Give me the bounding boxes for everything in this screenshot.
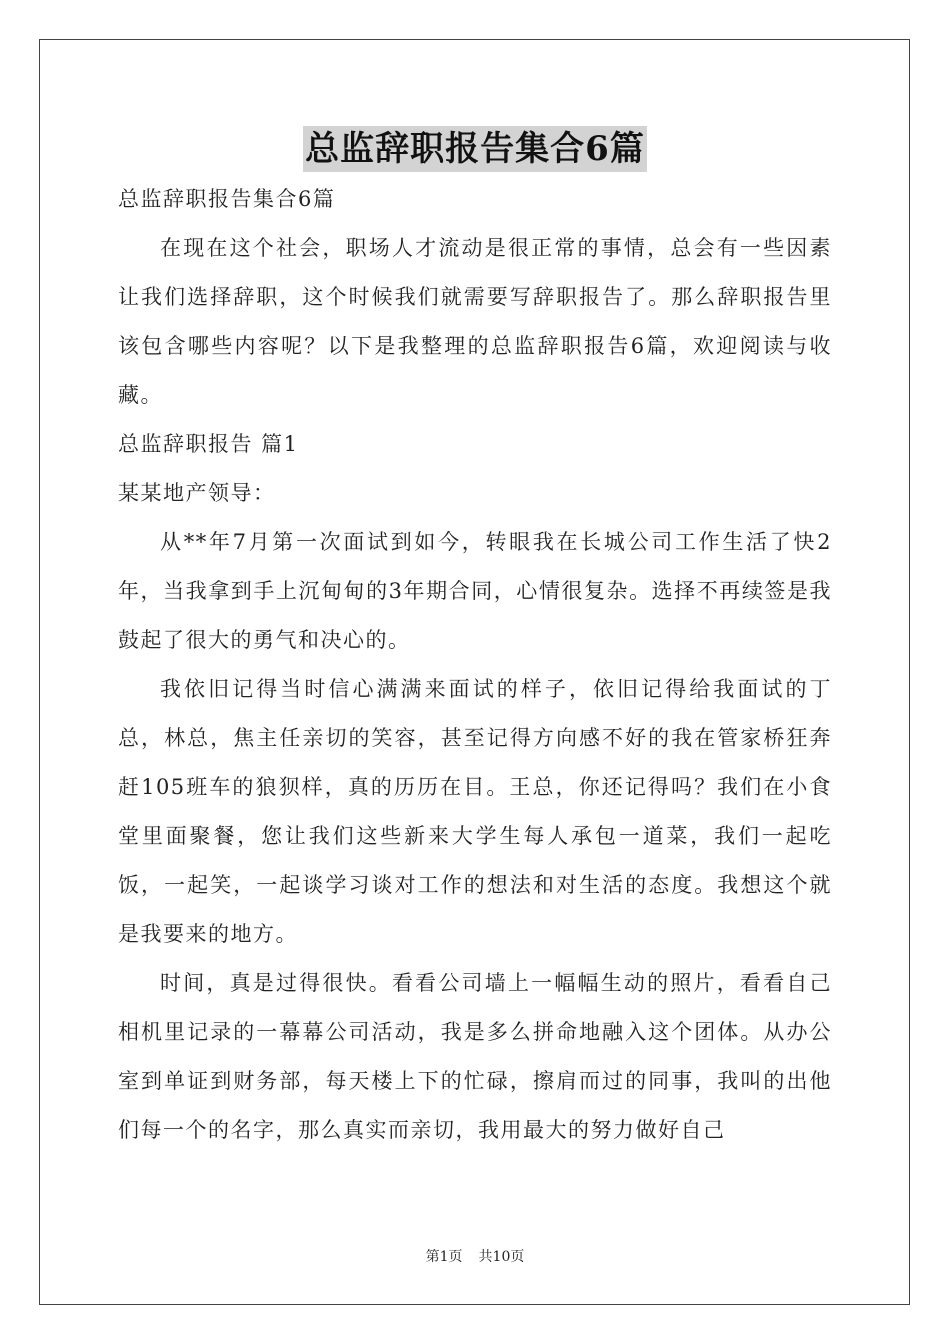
- salutation: 某某地产领导：: [118, 481, 276, 505]
- section-heading: 总监辞职报告 篇1: [118, 432, 299, 456]
- body-paragraph: 我依旧记得当时信心满满来面试的样子，依旧记得给我面试的丁总，林总，焦主任亲切的笑容，甚至记得方向感不好的我在管家桥狂奔赶105班车的狼狈样，真的历历在目。王总，你还记得吗？我们在小食堂里面聚餐，您让我们这些新来大学生每人承包一道菜，我们一起吃饭，一起笑，一起谈学习谈对工作的想法和对生活的态度。我想这个就是我要来的地方。: [118, 677, 832, 946]
- document-title: [0, 126, 950, 172]
- intro-paragraph: 在现在这个社会，职场人才流动是很正常的事情，总会有一些因素让我们选择辞职，这个时候我们就需要写辞职报告了。那么辞职报告里该包含哪些内容呢？以下是我整理的总监辞职报告6篇，欢迎阅读与收藏。: [118, 236, 832, 407]
- page-number: 第1页: [425, 1249, 463, 1265]
- subtitle-line: 总监辞职报告集合6篇: [118, 187, 336, 211]
- body-paragraph: 从**年7月第一次面试到如今，转眼我在长城公司工作生活了快2年，当我拿到手上沉甸甸的3年期合同，心情很复杂。选择不再续签是我鼓起了很大的勇气和决心的。: [118, 530, 832, 652]
- document-title-text: 总监辞职报告集合6篇: [303, 126, 647, 172]
- body-paragraph: 时间，真是过得很快。看看公司墙上一幅幅生动的照片，看看自己相机里记录的一幕幕公司活动，我是多么拼命地融入这个团体。从办公室到单证到财务部，每天楼上下的忙碌，擦肩而过的同事，我叫的出他们每一个的名字，那么真实而亲切，我用最大的努力做好自己: [118, 971, 832, 1142]
- document-body: [118, 175, 832, 1155]
- page-total: 共10页: [478, 1249, 525, 1265]
- page-footer: [0, 1246, 950, 1266]
